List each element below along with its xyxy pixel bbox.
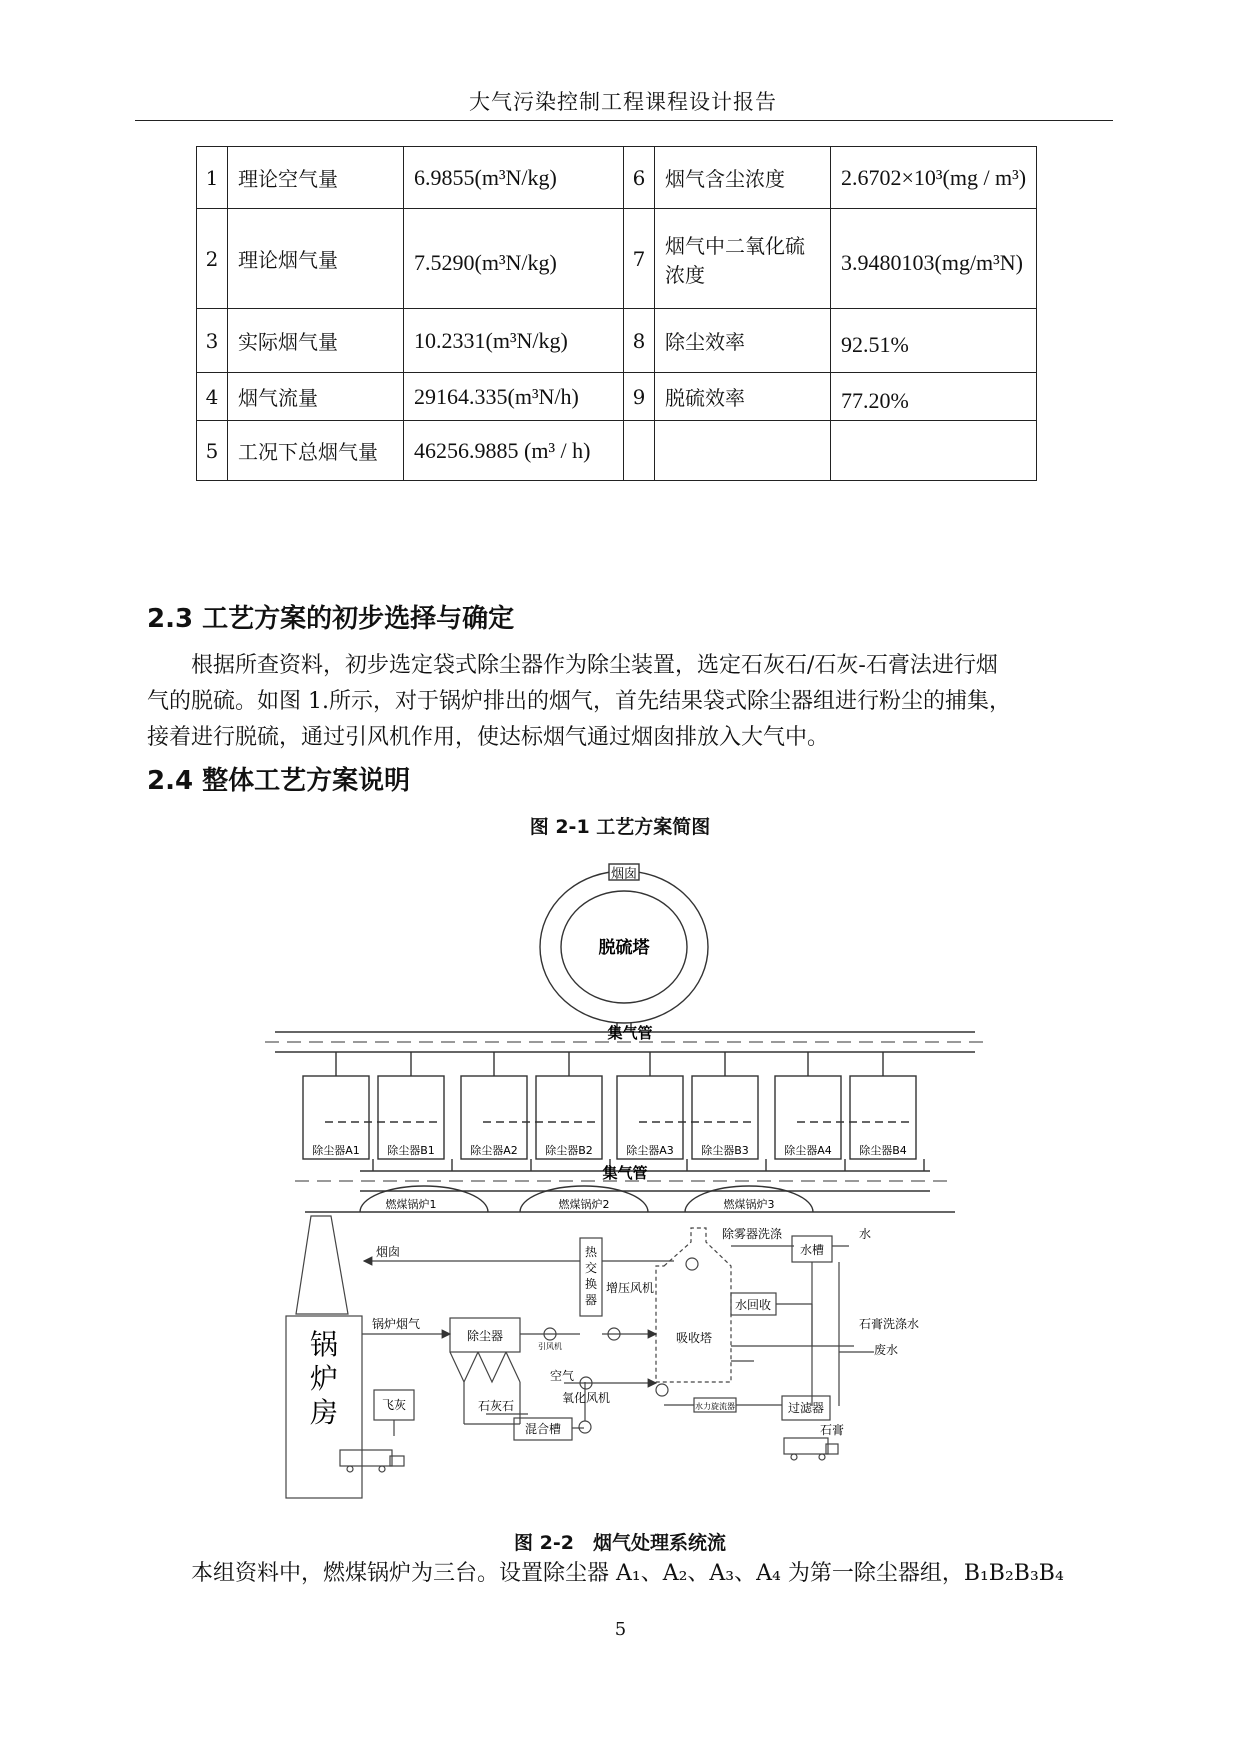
param-value bbox=[831, 421, 1037, 481]
booster-fan-label: 增压风机 bbox=[606, 1281, 655, 1295]
param-name: 烟气含尘浓度 bbox=[655, 147, 831, 209]
paragraph-line: 气的脱硫。如图 1.所示，对于锅炉排出的烟气，首先结果袋式除尘器组进行粉尘的捕集， bbox=[147, 689, 1011, 714]
gypsum-label: 石膏 bbox=[819, 1423, 845, 1437]
row-number: 8 bbox=[624, 309, 655, 373]
process-schematic-figure bbox=[265, 860, 985, 1211]
row-number: 4 bbox=[197, 373, 228, 421]
param-value: 7.5290(m³N/kg) bbox=[404, 209, 624, 309]
row-number: 9 bbox=[624, 373, 655, 421]
table-row bbox=[197, 209, 1037, 309]
collector-label: 除尘器B4 bbox=[859, 1144, 907, 1157]
row-number: 7 bbox=[624, 209, 655, 309]
param-value: 2.6702×10³(mg / m³) bbox=[831, 147, 1037, 209]
paragraph-line: 根据所查资料，初步选定袋式除尘器作为除尘装置，选定石灰石/石灰-石膏法进行烟 bbox=[147, 653, 998, 678]
param-name: 除尘效率 bbox=[655, 309, 831, 373]
table-row bbox=[197, 147, 1037, 209]
collector-label: 除尘器A4 bbox=[784, 1144, 832, 1157]
heat-exchanger-label: 换 bbox=[584, 1277, 598, 1291]
param-name: 实际烟气量 bbox=[228, 309, 404, 373]
water-tank-label: 水槽 bbox=[799, 1243, 825, 1257]
section-heading-2-4: 2.4 整体工艺方案说明 bbox=[147, 766, 411, 796]
induced-fan-label: 引风机 bbox=[538, 1342, 562, 1351]
section-heading-2-3: 2.3 工艺方案的初步选择与确定 bbox=[147, 604, 515, 634]
demister-wash-label: 除雾器洗涤 bbox=[722, 1227, 783, 1241]
gypsum-wash-label: 石膏洗涤水 bbox=[858, 1317, 920, 1331]
water-recovery-label: 水回收 bbox=[734, 1298, 772, 1312]
collector-label: 除尘器B3 bbox=[701, 1144, 749, 1157]
row-number: 1 bbox=[197, 147, 228, 209]
param-value: 77.20% bbox=[831, 373, 1037, 421]
param-name bbox=[655, 421, 831, 481]
flow-diagram-figure bbox=[284, 1206, 984, 1516]
heat-exchanger-label: 交 bbox=[584, 1261, 598, 1275]
oxidation-fan-label: 氧化风机 bbox=[561, 1391, 611, 1405]
closing-paragraph: 本组资料中，燃煤锅炉为三台。设置除尘器 A₁、A₂、A₃、A₄ 为第一除尘器组，B₁B₂B₃B₄ bbox=[147, 1561, 1064, 1586]
parameter-table bbox=[196, 146, 1037, 481]
table-row bbox=[197, 373, 1037, 421]
hydrocyclone-label: 水力旋流器 bbox=[695, 1402, 735, 1411]
paragraph-line: 接着进行脱硫，通过引风机作用，使达标烟气通过烟囱排放入大气中。 bbox=[147, 725, 830, 750]
row-number bbox=[624, 421, 655, 481]
row-number: 3 bbox=[197, 309, 228, 373]
param-name: 烟气中二氧化硫浓度 bbox=[655, 209, 831, 309]
collector-label: 除尘器A2 bbox=[470, 1144, 518, 1157]
water-label: 水 bbox=[859, 1227, 872, 1241]
row-number: 5 bbox=[197, 421, 228, 481]
page-number: 5 bbox=[614, 1619, 627, 1640]
air-label: 空气 bbox=[550, 1369, 575, 1383]
param-value: 46256.9885 (m³ / h) bbox=[404, 421, 624, 481]
param-value: 3.9480103(mg/m³N) bbox=[831, 209, 1037, 309]
header-rule bbox=[135, 120, 1113, 121]
boiler-room-label: 房 bbox=[309, 1396, 339, 1429]
boiler-gas-label: 锅炉烟气 bbox=[372, 1317, 421, 1331]
header-pipe-label: 集气管 bbox=[602, 1164, 648, 1182]
table-row bbox=[197, 309, 1037, 373]
collector-label: 除尘器A1 bbox=[312, 1144, 360, 1157]
mixing-tank-label: 混合槽 bbox=[524, 1422, 562, 1436]
filter-label: 过滤器 bbox=[787, 1401, 825, 1415]
collector-label: 除尘器A3 bbox=[626, 1144, 674, 1157]
param-name: 烟气流量 bbox=[228, 373, 404, 421]
param-value: 29164.335(m³N/h) bbox=[404, 373, 624, 421]
collector-label: 除尘器B2 bbox=[545, 1144, 593, 1157]
figure-caption: 图 2-2 烟气处理系统流 bbox=[514, 1532, 726, 1554]
waste-water-label: 废水 bbox=[874, 1343, 899, 1357]
param-value: 10.2331(m³N/kg) bbox=[404, 309, 624, 373]
param-name: 脱硫效率 bbox=[655, 373, 831, 421]
dust-collector-label: 除尘器 bbox=[466, 1329, 504, 1343]
collector-label: 除尘器B1 bbox=[387, 1144, 435, 1157]
boiler-label: 燃煤锅炉3 bbox=[723, 1198, 775, 1211]
heat-exchanger-label: 器 bbox=[584, 1293, 598, 1307]
tower-label: 脱硫塔 bbox=[598, 938, 650, 958]
header-pipe-label: 集气管 bbox=[607, 1024, 653, 1042]
param-name: 工况下总烟气量 bbox=[228, 421, 404, 481]
figure-caption: 图 2-1 工艺方案简图 bbox=[529, 816, 711, 838]
limestone-label: 石灰石 bbox=[477, 1399, 515, 1413]
page-header: 大气污染控制工程课程设计报告 bbox=[469, 90, 777, 114]
boiler-label: 燃煤锅炉1 bbox=[385, 1198, 437, 1211]
heat-exchanger-label: 热 bbox=[584, 1245, 598, 1259]
param-name: 理论空气量 bbox=[228, 147, 404, 209]
boiler-label: 燃煤锅炉2 bbox=[558, 1198, 610, 1211]
chimney-label: 烟囱 bbox=[610, 867, 638, 882]
param-value: 92.51% bbox=[831, 309, 1037, 373]
row-number: 2 bbox=[197, 209, 228, 309]
absorber-label: 吸收塔 bbox=[675, 1331, 713, 1345]
param-name: 理论烟气量 bbox=[228, 209, 404, 309]
row-number: 6 bbox=[624, 147, 655, 209]
param-value: 6.9855(m³N/kg) bbox=[404, 147, 624, 209]
table-row bbox=[197, 421, 1037, 481]
boiler-room-label: 炉 bbox=[309, 1362, 339, 1395]
boiler-room-label: 锅 bbox=[309, 1328, 339, 1361]
fly-ash-label: 飞灰 bbox=[381, 1398, 407, 1412]
chimney-label: 烟囱 bbox=[376, 1245, 401, 1259]
